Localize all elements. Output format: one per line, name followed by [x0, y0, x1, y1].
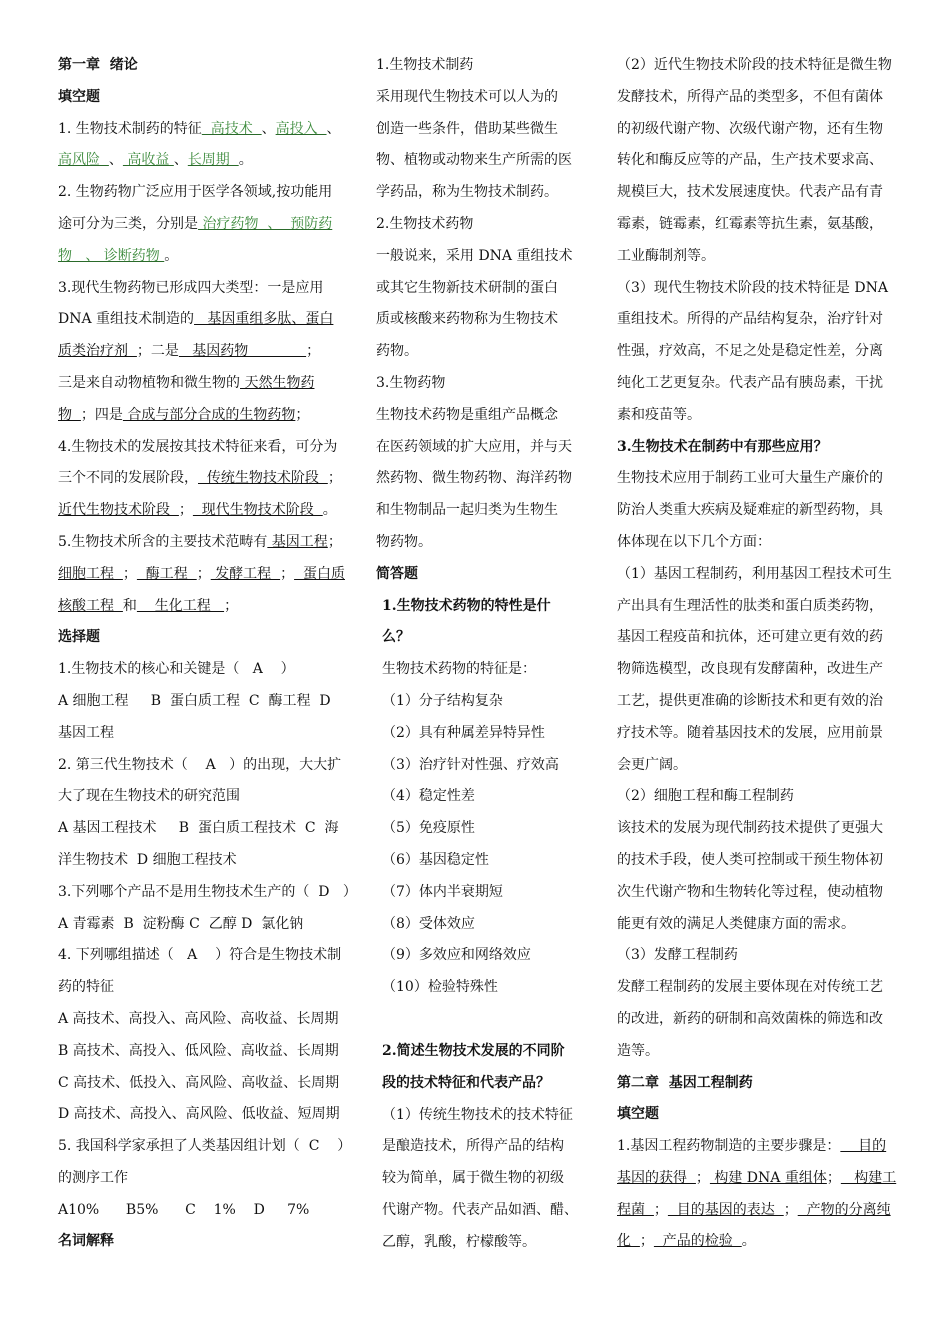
column-left	[58, 50, 357, 1258]
text-line	[617, 145, 897, 177]
answer-fill: 基因工程	[267, 533, 328, 550]
text-line	[617, 368, 897, 400]
text-line	[617, 1131, 897, 1163]
text-run: 质或核酸来药物称为生物技术	[376, 311, 558, 328]
text-line	[376, 114, 580, 146]
text-line	[376, 82, 580, 114]
text-line	[617, 1163, 897, 1195]
answer-fill: 高投入	[275, 120, 327, 137]
text-run: ；二是	[136, 343, 179, 360]
text-line	[376, 209, 580, 241]
text-run: ；	[327, 533, 342, 550]
heading-line	[58, 1226, 348, 1258]
text-line	[376, 909, 580, 941]
text-run: 1.基因工程药物制造的主要步骤是：	[617, 1138, 841, 1155]
text-line	[617, 813, 897, 845]
text-run: ；	[295, 406, 310, 423]
text-run: 洋生物技术 D 细胞工程技术	[58, 851, 237, 868]
text-run: 工业酶制剂等。	[617, 247, 715, 264]
text-run: 的改进，新药的研制和高效菌株的筛选和改	[617, 1010, 883, 1027]
text-run: A 基因工程技术 B 蛋白质工程技术 C 海	[58, 820, 339, 837]
text-run: 生物技术应用于制药工业可大量生产廉价的	[617, 470, 883, 487]
answer-fill: 基因重组多肽、蛋白	[194, 311, 334, 328]
answer-fill: 产品的检验	[653, 1233, 742, 1250]
text-run: 填空题	[58, 88, 100, 105]
text-line	[617, 940, 897, 972]
text-run: 、	[108, 152, 123, 169]
heading-line	[376, 622, 580, 654]
text-line	[376, 527, 580, 559]
answer-fill: 发酵工程	[210, 565, 281, 582]
text-run: 段的技术特征和代表产品？	[382, 1074, 550, 1091]
text-line	[58, 304, 348, 336]
text-line	[376, 845, 580, 877]
text-run: （1）传统生物技术的技术特征	[382, 1106, 573, 1123]
text-run: 物药物。	[376, 533, 432, 550]
text-run: 防治人类重大疾病及疑难症的新型药物，具	[617, 502, 883, 519]
text-run: 生物技术药物的特征是：	[382, 661, 536, 678]
text-run: ；	[695, 1169, 710, 1186]
text-line	[376, 463, 580, 495]
text-run: 产出具有生理活性的肽类和蛋白质类药物，	[617, 597, 883, 614]
answer-fill: 细胞工程	[58, 565, 123, 582]
answer-fill: 化	[617, 1233, 640, 1250]
text-line	[617, 781, 897, 813]
text-run: （2）具有种属差异特异性	[382, 724, 545, 741]
text-run: 名词解释	[58, 1233, 114, 1250]
text-line	[376, 781, 580, 813]
text-run: 大了现在生物技术的研究范围	[58, 788, 240, 805]
text-line	[376, 1131, 580, 1163]
text-run: 、	[261, 120, 276, 137]
text-run: （8）受体效应	[382, 915, 475, 932]
text-run: C 高技术、低投入、高风险、高收益、长周期	[58, 1074, 340, 1091]
text-run: 一般说来，采用 DNA 重组技术	[376, 247, 573, 264]
text-line	[376, 145, 580, 177]
answer-fill: 目的	[840, 1138, 887, 1155]
text-line	[617, 304, 897, 336]
text-line	[58, 241, 348, 273]
heading-line	[376, 559, 580, 591]
text-run: 和生物制品一起归类为生物生	[376, 502, 558, 519]
answer-fill: 基因的获得	[617, 1169, 696, 1186]
text-line	[376, 940, 580, 972]
text-run: 造等。	[617, 1042, 659, 1059]
text-run: 物、植物或动物来生产所需的医	[376, 152, 572, 169]
text-run: （7）体内半衰期短	[382, 883, 503, 900]
text-run: （5）免疫原性	[382, 820, 475, 837]
text-line	[376, 495, 580, 527]
text-line	[617, 877, 897, 909]
text-run: ；四是	[80, 406, 123, 423]
text-run: 会更广阔。	[617, 756, 687, 773]
text-line	[58, 1036, 348, 1068]
heading-line	[58, 82, 348, 114]
text-run: 3.生物技术在制药中有那些应用？	[617, 438, 828, 455]
text-line	[58, 177, 348, 209]
column-middle	[376, 50, 580, 1258]
text-line	[58, 114, 348, 146]
text-run: （10）检验特殊性	[382, 979, 498, 996]
answer-fill: 高技术	[201, 120, 262, 137]
text-run: 第一章 绪论	[58, 57, 138, 73]
text-line	[58, 940, 348, 972]
text-run: 2. 生物药物广泛应用于医学各领域,按功能用	[58, 184, 333, 201]
answer-fill: 基因药物	[178, 343, 307, 360]
text-line	[376, 972, 580, 1004]
text-line	[58, 781, 348, 813]
text-run: 生物技术药物是重组产品概念	[376, 406, 558, 423]
answer-fill: 目的基因的表达	[667, 1201, 784, 1218]
text-line	[617, 273, 897, 305]
text-run: 发酵工程制药的发展主要体现在对传统工艺	[617, 979, 883, 996]
text-run: 的技术手段，使人类可控制或干预生物体初	[617, 851, 883, 868]
text-run: ；	[122, 565, 137, 582]
text-run: 。	[238, 152, 253, 169]
text-run: 、	[173, 152, 188, 169]
text-run: 1.生物技术药物的特性是什	[382, 597, 551, 614]
text-run: 素和疫苗等。	[617, 406, 701, 423]
text-line	[58, 1099, 348, 1131]
text-run: ；	[178, 502, 193, 519]
text-line	[376, 273, 580, 305]
answer-fill: 物	[58, 406, 81, 423]
answer-fill: 高收益	[122, 152, 174, 169]
answer-fill: 程菌	[617, 1201, 654, 1218]
text-run: ；	[826, 1169, 841, 1186]
text-run: 填空题	[617, 1106, 659, 1123]
text-run: 或其它生物新技术研制的蛋白	[376, 279, 558, 296]
text-line	[617, 463, 897, 495]
text-run: （1）基因工程制药，利用基因工程技术可生	[617, 565, 892, 582]
text-run: 。	[164, 247, 179, 264]
text-line	[58, 750, 348, 782]
text-run: 1. 生物技术制药的特征	[58, 120, 202, 137]
text-line	[58, 1068, 348, 1100]
text-run: ；	[224, 597, 239, 614]
text-line	[58, 686, 348, 718]
text-run: 性强，疗效高，不足之处是稳定性差，分离	[617, 343, 883, 360]
text-run: 5. 我国科学家承担了人类基因组计划（ C ）	[58, 1138, 352, 1155]
text-run: 次生代谢产物和生物转化等过程，使动植物	[617, 883, 883, 900]
heading-line	[617, 1068, 897, 1100]
text-line	[617, 527, 897, 559]
text-line	[58, 845, 348, 877]
text-run: 简答题	[376, 565, 418, 582]
text-run: （1）分子结构复杂	[382, 692, 503, 709]
heading-line	[58, 50, 348, 82]
heading-line	[617, 1099, 897, 1131]
text-line	[376, 304, 580, 336]
text-line	[58, 654, 348, 686]
text-run: D 高技术、高投入、高风险、低收益、短周期	[58, 1106, 340, 1123]
text-line	[617, 559, 897, 591]
heading-line	[617, 432, 897, 464]
text-run: 纯化工艺更复杂。代表产品有胰岛素，干扰	[617, 374, 883, 391]
answer-fill: 核酸工程	[58, 597, 123, 614]
text-run: 途可分为三类，分别是	[58, 215, 198, 232]
text-run: 重组技术。所得的产品结构复杂，治疗针对	[617, 311, 883, 328]
answer-fill: 蛋白质	[294, 565, 345, 582]
text-run: 规模巨大，技术发展速度快。代表产品有青	[617, 184, 883, 201]
text-run: 5.生物技术所含的主要技术范畴有	[58, 533, 268, 550]
text-run: 能更有效的满足人类健康方面的需求。	[617, 915, 855, 932]
text-run: 采用现代生物技术可以人为的	[376, 88, 558, 105]
text-line	[58, 1195, 348, 1227]
text-line	[376, 177, 580, 209]
text-run: 1.生物技术制药	[376, 57, 474, 73]
text-run: 选择题	[58, 629, 100, 646]
text-line	[376, 336, 580, 368]
text-line	[617, 209, 897, 241]
text-run: 第二章 基因工程制药	[617, 1074, 753, 1091]
text-run: （2）细胞工程和酶工程制药	[617, 788, 794, 805]
text-run: 。	[322, 502, 337, 519]
answer-fill: 生化工程	[136, 597, 225, 614]
text-line	[617, 718, 897, 750]
answer-fill: 长周期	[187, 152, 239, 169]
text-line	[376, 241, 580, 273]
text-line	[58, 813, 348, 845]
text-run: 1.生物技术的核心和关键是（ A ）	[58, 661, 295, 678]
text-line	[376, 686, 580, 718]
text-line	[617, 82, 897, 114]
text-run: 2.生物技术药物	[376, 215, 474, 232]
text-run: DNA 重组技术制造的	[58, 311, 195, 328]
text-line	[376, 1227, 580, 1259]
text-line	[58, 273, 348, 305]
text-run: ；	[306, 343, 321, 360]
answer-fill: 物 、 诊断药物	[58, 247, 165, 264]
text-line	[376, 1100, 580, 1132]
answer-fill: 酶工程	[136, 565, 197, 582]
text-run: 3.现代生物药物已形成四大类型：一是应用	[58, 279, 324, 296]
text-run: 基因工程疫苗和抗体，还可建立更有效的药	[617, 629, 883, 646]
text-line	[58, 1163, 348, 1195]
text-run: （3）现代生物技术阶段的技术特征是 DNA	[617, 279, 888, 296]
text-line	[58, 368, 348, 400]
text-run: 在医药领域的扩大应用，并与天	[376, 438, 572, 455]
heading-line	[58, 622, 348, 654]
text-line	[617, 750, 897, 782]
text-run: ；	[196, 565, 211, 582]
heading-line	[376, 1068, 580, 1100]
text-run: （4）稳定性差	[382, 788, 475, 805]
column-right	[617, 50, 897, 1258]
text-line	[617, 495, 897, 527]
text-line	[376, 400, 580, 432]
text-run: 学药品，称为生物技术制药。	[376, 184, 558, 201]
heading-line	[376, 591, 580, 623]
text-line	[58, 718, 348, 750]
text-run: 较为简单，属于微生物的初级	[382, 1170, 564, 1187]
text-line	[376, 813, 580, 845]
text-run: 疗技术等。随着基因技术的发展，应用前景	[617, 724, 883, 741]
text-run: 是酿造技术，所得产品的结构	[382, 1138, 564, 1155]
text-line	[376, 654, 580, 686]
text-line	[58, 909, 348, 941]
text-line	[617, 1195, 897, 1227]
text-line	[58, 877, 357, 909]
text-line	[617, 622, 897, 654]
text-run: 4. 下列哪组描述（ A ）符合是生物技术制	[58, 947, 342, 964]
text-line	[617, 845, 897, 877]
text-line	[617, 50, 897, 82]
text-line	[58, 463, 348, 495]
text-line	[617, 591, 897, 623]
text-line	[617, 654, 897, 686]
text-line	[376, 432, 580, 464]
text-run: 乙醇，乳酸，柠檬酸等。	[382, 1233, 536, 1250]
text-run: 么？	[382, 629, 410, 646]
text-run: （3）发酵工程制药	[617, 947, 738, 964]
text-run: ；	[280, 565, 295, 582]
text-line	[58, 591, 348, 623]
text-run: （2）近代生物技术阶段的技术特征是微生物	[617, 57, 892, 73]
text-line	[376, 750, 580, 782]
text-line	[617, 400, 897, 432]
text-line	[58, 559, 348, 591]
text-line	[58, 1004, 348, 1036]
text-run: B 高技术、高投入、低风险、高收益、长周期	[58, 1042, 339, 1059]
text-line	[617, 1004, 897, 1036]
text-run: （9）多效应和网络效应	[382, 947, 531, 964]
answer-fill: 构建 DNA 重组体	[709, 1169, 827, 1186]
text-run: （6）基因稳定性	[382, 851, 489, 868]
text-line	[617, 114, 897, 146]
text-run: ；	[327, 470, 342, 487]
text-run: 然药物、微生物药物、海洋药物	[376, 470, 572, 487]
text-run: A 高技术、高投入、高风险、高收益、长周期	[58, 1010, 339, 1027]
text-line	[58, 145, 348, 177]
text-line	[376, 1163, 580, 1195]
text-run: 物筛选模型，改良现有发酵菌种，改进生产	[617, 661, 883, 678]
answer-fill: 传统生物技术阶段	[198, 470, 328, 487]
text-line	[617, 241, 897, 273]
text-line	[617, 336, 897, 368]
text-run: 三个不同的发展阶段，	[58, 470, 198, 487]
text-line	[58, 972, 348, 1004]
text-line	[376, 50, 580, 82]
text-line	[376, 1195, 580, 1227]
text-line	[58, 400, 348, 432]
text-line	[617, 686, 897, 718]
heading-line	[376, 1036, 580, 1068]
text-run: 工艺，提供更准确的诊断技术和更有效的治	[617, 692, 883, 709]
text-run: 4.生物技术的发展按其技术特征来看，可分为	[58, 438, 338, 455]
text-line	[376, 368, 580, 400]
text-line	[58, 495, 348, 527]
text-run: 的测序工作	[58, 1169, 128, 1186]
text-run: 转化和酶反应等的产品，生产技术要求高、	[617, 152, 883, 169]
answer-fill: 高风险	[58, 152, 109, 169]
answer-fill: 天然生物药	[240, 374, 315, 391]
text-line	[58, 432, 348, 464]
text-run: 和	[122, 597, 137, 614]
text-line	[617, 177, 897, 209]
text-run: A10% B5% C 1% D 7%	[58, 1201, 310, 1218]
text-run: 代谢产物。代表产品如酒、醋、	[382, 1201, 578, 1218]
answer-fill: 质类治疗剂	[58, 343, 137, 360]
text-run: （3）治疗针对性强、疗效高	[382, 756, 559, 773]
text-line	[58, 209, 348, 241]
text-run: A 青霉素 B 淀粉酶 C 乙醇 D 氯化钠	[58, 915, 304, 932]
text-line	[58, 336, 348, 368]
text-line	[58, 1131, 352, 1163]
text-run: 3.生物药物	[376, 374, 446, 391]
text-run: ；	[639, 1233, 654, 1250]
text-run: 基因工程	[58, 724, 114, 741]
text-line	[376, 1004, 580, 1036]
text-run: 的初级代谢产物、次级代谢产物，还有生物	[617, 120, 883, 137]
answer-fill: 近代生物技术阶段	[58, 502, 179, 519]
answer-fill: 产物的分离纯	[797, 1201, 891, 1218]
text-run: A 细胞工程 B 蛋白质工程 C 酶工程 D	[58, 692, 331, 709]
answer-fill: 现代生物技术阶段	[192, 502, 323, 519]
answer-fill: 合成与部分合成的生物药物	[122, 406, 296, 423]
text-line	[376, 877, 580, 909]
text-line	[617, 909, 897, 941]
text-run: ；	[653, 1201, 668, 1218]
text-run: 创造一些条件，借助某些微生	[376, 120, 558, 137]
text-run: 该技术的发展为现代制药技术提供了更强大	[617, 820, 883, 837]
text-run: 药的特征	[58, 979, 114, 996]
text-run: 、	[326, 120, 341, 137]
text-run: 体体现在以下几个方面：	[617, 533, 771, 550]
text-run: 2. 第三代生物技术（ A ）的出现，大大扩	[58, 756, 342, 773]
answer-fill: 构建工	[840, 1169, 897, 1186]
text-run: 3.下列哪个产品不是用生物技术生产的（ D ）	[58, 883, 357, 900]
text-run: 2.简述生物技术发展的不同阶	[382, 1042, 565, 1059]
answer-fill: 治疗药物 、 预防药	[198, 215, 333, 232]
text-run: 。	[741, 1233, 756, 1250]
text-run: 霉素，链霉素，红霉素等抗生素，氨基酸，	[617, 215, 883, 232]
text-line	[617, 1226, 897, 1258]
text-line	[617, 972, 897, 1004]
text-run: ；	[783, 1201, 798, 1218]
text-line	[376, 718, 580, 750]
text-run: 发酵技术，所得产品的类型多，不但有菌体	[617, 88, 883, 105]
text-run: 药物。	[376, 343, 418, 360]
text-line	[58, 527, 348, 559]
text-run: 三是来自动物植物和微生物的	[58, 374, 240, 391]
text-line	[617, 1036, 897, 1068]
